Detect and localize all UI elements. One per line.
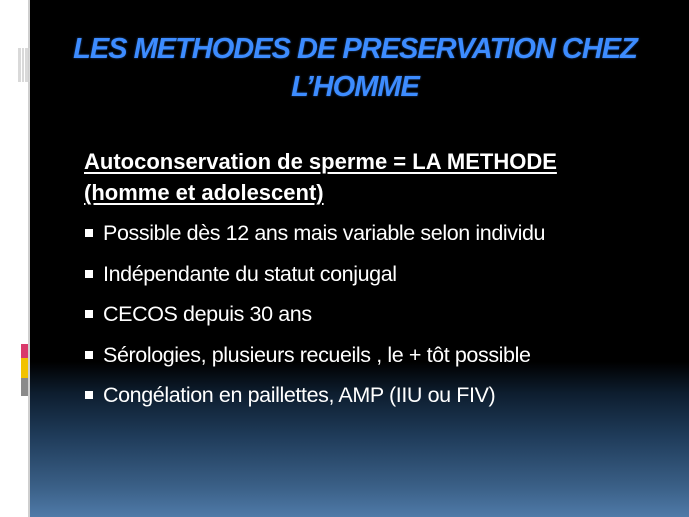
bullet-text: Possible dès 12 ans mais variable selon individu [103,221,546,245]
bullet-item [84,381,684,422]
bullet-text: Sérologies, plusieurs recueils , le + tôt possible [103,342,531,367]
square-bullet-icon [85,351,93,359]
square-bullet-icon [85,270,93,278]
section-heading-line-2: (homme et adolescent) [84,180,324,205]
bullet-item [84,341,684,382]
grey-block [21,378,28,396]
slide-title-line-2: L’HOMME [291,71,419,103]
bullet-text: CECOS depuis 30 ans [103,302,312,326]
bullet-item [84,219,684,260]
decorative-bars [18,48,30,82]
bullet-text: Indépendante du statut conjugal [103,261,397,286]
decorative-color-blocks [21,344,28,396]
slide-title [40,30,670,106]
bullet-list [84,219,684,422]
pink-block [21,344,28,358]
square-bullet-icon [85,391,93,399]
section-heading [84,146,674,208]
bullet-text: Congélation en paillettes, AMP (IIU ou FIV) [103,383,496,407]
bullet-item [84,300,684,341]
slide-title-line-1: LES METHODES DE PRESERVATION CHEZ [73,33,637,65]
yellow-block [21,358,28,378]
bullet-item [84,260,684,301]
section-heading-line-1: Autoconservation de sperme = LA METHODE [84,149,557,174]
square-bullet-icon [85,229,93,237]
square-bullet-icon [85,310,93,318]
